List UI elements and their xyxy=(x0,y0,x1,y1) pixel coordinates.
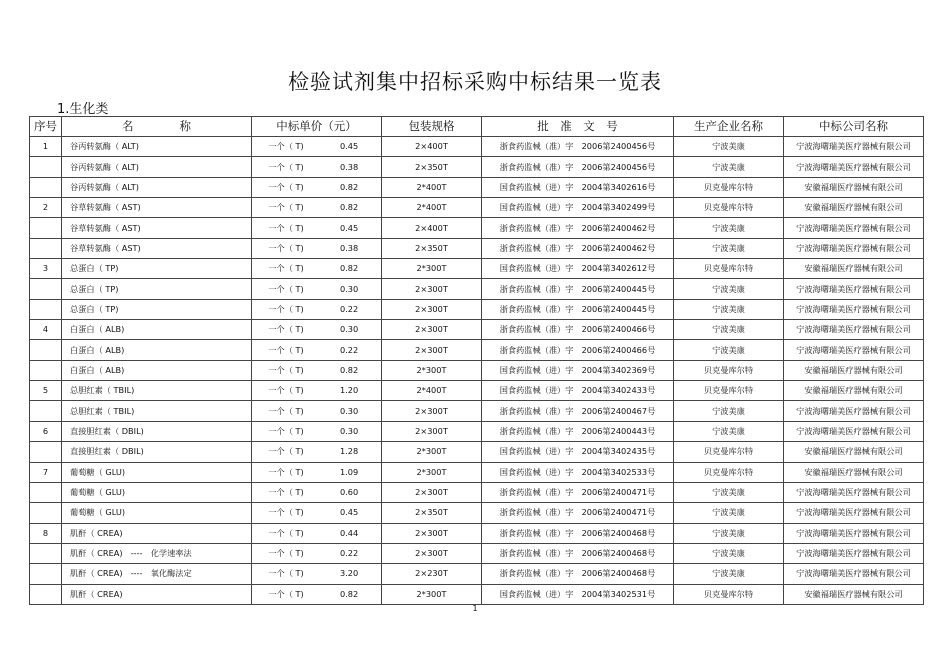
row-winner: 宁波海曙瑞美医疗器械有限公司 xyxy=(784,401,924,421)
row-package: 2*400T xyxy=(382,177,482,197)
table-header-row xyxy=(30,117,924,137)
row-package: 2×230T xyxy=(382,564,482,584)
row-winner: 安徽福瑞医疗器械有限公司 xyxy=(784,177,924,197)
row-unit: 一个（ T) xyxy=(268,527,304,538)
row-unit: 一个（ T) xyxy=(268,487,304,498)
row-price: 0.22 xyxy=(340,303,359,314)
row-seq: 6 xyxy=(30,421,62,441)
row-price-cell xyxy=(252,543,382,563)
row-seq xyxy=(30,564,62,584)
row-approval: 浙食药监械（准）字 2006第2400462号 xyxy=(482,218,674,238)
row-seq xyxy=(30,279,62,299)
row-seq xyxy=(30,503,62,523)
row-price-cell xyxy=(252,157,382,177)
row-name: 谷丙转氨酶（ ALT) xyxy=(62,157,252,177)
row-unit: 一个（ T) xyxy=(268,161,304,172)
row-manufacturer: 宁波美康 xyxy=(674,482,784,502)
row-price-cell xyxy=(252,279,382,299)
row-winner: 安徽福瑞医疗器械有限公司 xyxy=(784,584,924,604)
row-package: 2*300T xyxy=(382,462,482,482)
row-price: 0.30 xyxy=(340,283,359,294)
row-package: 2×300T xyxy=(382,320,482,340)
row-price-cell xyxy=(252,584,382,604)
row-unit: 一个（ T) xyxy=(268,548,304,559)
row-seq xyxy=(30,584,62,604)
row-package: 2×300T xyxy=(382,401,482,421)
row-approval: 国食药监械（进）字 2004第3402433号 xyxy=(482,381,674,401)
row-approval: 浙食药监械（准）字 2006第2400462号 xyxy=(482,238,674,258)
row-price-cell xyxy=(252,340,382,360)
price-cell xyxy=(252,239,381,258)
row-seq: 4 xyxy=(30,320,62,340)
row-manufacturer: 宁波美康 xyxy=(674,157,784,177)
row-name: 谷草转氨酶（ AST) xyxy=(62,198,252,218)
row-unit: 一个（ T) xyxy=(268,181,304,192)
row-seq xyxy=(30,340,62,360)
row-seq xyxy=(30,401,62,421)
row-approval: 浙食药监械（准）字 2006第2400456号 xyxy=(482,137,674,157)
row-seq xyxy=(30,218,62,238)
row-unit: 一个（ T) xyxy=(268,405,304,416)
row-price-cell xyxy=(252,218,382,238)
row-price-cell xyxy=(252,523,382,543)
row-name: 肌酐（ CREA) xyxy=(62,523,252,543)
row-winner: 宁波海曙瑞美医疗器械有限公司 xyxy=(784,340,924,360)
table-row xyxy=(30,360,924,380)
row-price: 0.38 xyxy=(340,242,359,253)
row-package: 2×300T xyxy=(382,340,482,360)
row-name: 谷丙转氨酶（ ALT) xyxy=(62,177,252,197)
row-winner: 宁波海曙瑞美医疗器械有限公司 xyxy=(784,299,924,319)
row-manufacturer: 宁波美康 xyxy=(674,543,784,563)
row-manufacturer: 贝克曼库尔特 xyxy=(674,360,784,380)
row-winner: 宁波海曙瑞美医疗器械有限公司 xyxy=(784,137,924,157)
table-row xyxy=(30,503,924,523)
row-price: 0.30 xyxy=(340,324,359,335)
table-row xyxy=(30,137,924,157)
row-price: 0.82 xyxy=(340,588,359,599)
row-name: 肌酐（ CREA) ---- 化学速率法 xyxy=(62,543,252,563)
row-unit: 一个（ T) xyxy=(268,324,304,335)
row-package: 2*400T xyxy=(382,381,482,401)
header-package: 包装规格 xyxy=(382,117,482,137)
header-price: 中标单价（元） xyxy=(252,117,382,137)
row-winner: 安徽福瑞医疗器械有限公司 xyxy=(784,381,924,401)
row-approval: 国食药监械（进）字 2004第3402531号 xyxy=(482,584,674,604)
price-cell xyxy=(252,137,381,156)
row-package: 2×350T xyxy=(382,503,482,523)
row-approval: 浙食药监械（准）字 2006第2400445号 xyxy=(482,279,674,299)
price-cell xyxy=(252,564,381,583)
row-manufacturer: 贝克曼库尔特 xyxy=(674,584,784,604)
row-price-cell xyxy=(252,564,382,584)
row-approval: 国食药监械（进）字 2004第3402499号 xyxy=(482,198,674,218)
price-cell xyxy=(252,198,381,217)
price-cell xyxy=(252,422,381,441)
row-approval: 国食药监械（进）字 2004第3402612号 xyxy=(482,259,674,279)
row-manufacturer: 宁波美康 xyxy=(674,279,784,299)
row-name: 葡萄糖（ GLU) xyxy=(62,503,252,523)
row-price: 0.44 xyxy=(340,527,359,538)
table-row xyxy=(30,259,924,279)
row-unit: 一个（ T) xyxy=(268,242,304,253)
table-row xyxy=(30,198,924,218)
row-name: 葡萄糖（ GLU) xyxy=(62,462,252,482)
row-price-cell xyxy=(252,442,382,462)
row-winner: 宁波海曙瑞美医疗器械有限公司 xyxy=(784,503,924,523)
row-approval: 浙食药监械（准）字 2006第2400466号 xyxy=(482,340,674,360)
price-cell xyxy=(252,259,381,278)
row-manufacturer: 宁波美康 xyxy=(674,137,784,157)
row-approval: 浙食药监械（准）字 2006第2400471号 xyxy=(482,503,674,523)
price-cell xyxy=(252,219,381,238)
row-unit: 一个（ T) xyxy=(268,344,304,355)
row-unit: 一个（ T) xyxy=(268,568,304,579)
row-package: 2×300T xyxy=(382,523,482,543)
row-name: 肌酐（ CREA) ---- 氧化酶法定 xyxy=(62,564,252,584)
row-seq: 2 xyxy=(30,198,62,218)
row-manufacturer: 宁波美康 xyxy=(674,564,784,584)
row-seq: 3 xyxy=(30,259,62,279)
row-unit: 一个（ T) xyxy=(268,385,304,396)
row-manufacturer: 贝克曼库尔特 xyxy=(674,177,784,197)
row-name: 直接胆红素（ DBIL) xyxy=(62,442,252,462)
row-winner: 宁波海曙瑞美医疗器械有限公司 xyxy=(784,238,924,258)
row-price-cell xyxy=(252,421,382,441)
row-unit: 一个（ T) xyxy=(268,588,304,599)
price-cell xyxy=(252,381,381,400)
row-package: 2*300T xyxy=(382,259,482,279)
row-price-cell xyxy=(252,482,382,502)
row-package: 2×400T xyxy=(382,137,482,157)
section-heading: 1.生化类 xyxy=(57,102,109,117)
row-seq xyxy=(30,482,62,502)
table-row xyxy=(30,482,924,502)
row-approval: 国食药监械（进）字 2004第3402616号 xyxy=(482,177,674,197)
row-winner: 安徽福瑞医疗器械有限公司 xyxy=(784,198,924,218)
row-approval: 国食药监械（进）字 2004第3402533号 xyxy=(482,462,674,482)
price-cell xyxy=(252,158,381,177)
row-name: 谷丙转氨酶（ ALT) xyxy=(62,137,252,157)
row-price: 1.09 xyxy=(340,466,359,477)
row-price: 3.20 xyxy=(340,568,359,579)
row-manufacturer: 贝克曼库尔特 xyxy=(674,259,784,279)
row-name: 白蛋白（ ALB) xyxy=(62,320,252,340)
row-package: 2*300T xyxy=(382,360,482,380)
row-name: 葡萄糖（ GLU) xyxy=(62,482,252,502)
row-price: 0.60 xyxy=(340,487,359,498)
row-unit: 一个（ T) xyxy=(268,303,304,314)
header-winner: 中标公司名称 xyxy=(784,117,924,137)
table-row xyxy=(30,564,924,584)
row-package: 2×300T xyxy=(382,279,482,299)
row-price-cell xyxy=(252,320,382,340)
row-approval: 浙食药监械（准）字 2006第2400443号 xyxy=(482,421,674,441)
row-unit: 一个（ T) xyxy=(268,364,304,375)
price-cell xyxy=(252,402,381,421)
row-name: 总胆红素（ TBIL) xyxy=(62,381,252,401)
row-package: 2*300T xyxy=(382,584,482,604)
row-name: 白蛋白（ ALB) xyxy=(62,340,252,360)
row-name: 总蛋白（ TP) xyxy=(62,259,252,279)
row-price: 1.28 xyxy=(340,446,359,457)
table-row xyxy=(30,218,924,238)
row-manufacturer: 贝克曼库尔特 xyxy=(674,198,784,218)
row-winner: 宁波海曙瑞美医疗器械有限公司 xyxy=(784,564,924,584)
row-price-cell xyxy=(252,503,382,523)
page-number: 1 xyxy=(472,604,478,613)
price-cell xyxy=(252,280,381,299)
row-unit: 一个（ T) xyxy=(268,202,304,213)
table-row xyxy=(30,584,924,604)
row-package: 2×300T xyxy=(382,421,482,441)
row-price: 0.38 xyxy=(340,161,359,172)
table-row xyxy=(30,401,924,421)
row-price: 0.82 xyxy=(340,263,359,274)
row-approval: 浙食药监械（准）字 2006第2400466号 xyxy=(482,320,674,340)
table-row xyxy=(30,462,924,482)
row-unit: 一个（ T) xyxy=(268,507,304,518)
table-row xyxy=(30,177,924,197)
price-cell xyxy=(252,463,381,482)
row-package: 2×300T xyxy=(382,299,482,319)
row-seq xyxy=(30,157,62,177)
table-row xyxy=(30,320,924,340)
row-unit: 一个（ T) xyxy=(268,283,304,294)
row-price: 0.45 xyxy=(340,141,359,152)
row-approval: 浙食药监械（准）字 2006第2400456号 xyxy=(482,157,674,177)
row-price: 0.45 xyxy=(340,222,359,233)
row-name: 总蛋白（ TP) xyxy=(62,279,252,299)
price-cell xyxy=(252,320,381,339)
row-price: 0.82 xyxy=(340,181,359,192)
row-manufacturer: 宁波美康 xyxy=(674,238,784,258)
row-manufacturer: 宁波美康 xyxy=(674,218,784,238)
table-row xyxy=(30,421,924,441)
row-seq xyxy=(30,360,62,380)
row-unit: 一个（ T) xyxy=(268,222,304,233)
row-approval: 国食药监械（进）字 2004第3402435号 xyxy=(482,442,674,462)
row-approval: 浙食药监械（准）字 2006第2400468号 xyxy=(482,523,674,543)
row-manufacturer: 贝克曼库尔特 xyxy=(674,462,784,482)
row-manufacturer: 宁波美康 xyxy=(674,299,784,319)
row-price: 0.30 xyxy=(340,405,359,416)
results-table xyxy=(29,116,924,605)
row-name: 白蛋白（ ALB) xyxy=(62,360,252,380)
row-seq xyxy=(30,543,62,563)
row-manufacturer: 宁波美康 xyxy=(674,421,784,441)
row-price: 0.82 xyxy=(340,202,359,213)
row-manufacturer: 宁波美康 xyxy=(674,503,784,523)
price-cell xyxy=(252,585,381,604)
table-row xyxy=(30,157,924,177)
row-winner: 宁波海曙瑞美医疗器械有限公司 xyxy=(784,421,924,441)
row-price-cell xyxy=(252,137,382,157)
row-approval: 浙食药监械（准）字 2006第2400468号 xyxy=(482,543,674,563)
table-row xyxy=(30,381,924,401)
row-package: 2×400T xyxy=(382,218,482,238)
header-approval: 批 准 文 号 xyxy=(482,117,674,137)
row-name: 总胆红素（ TBIL) xyxy=(62,401,252,421)
row-price: 0.22 xyxy=(340,548,359,559)
row-manufacturer: 宁波美康 xyxy=(674,523,784,543)
row-unit: 一个（ T) xyxy=(268,263,304,274)
row-package: 2×350T xyxy=(382,157,482,177)
row-name: 总蛋白（ TP) xyxy=(62,299,252,319)
table-row xyxy=(30,340,924,360)
table-row xyxy=(30,279,924,299)
row-winner: 安徽福瑞医疗器械有限公司 xyxy=(784,360,924,380)
price-cell xyxy=(252,341,381,360)
row-manufacturer: 宁波美康 xyxy=(674,340,784,360)
row-name: 直接胆红素（ DBIL) xyxy=(62,421,252,441)
row-package: 2×350T xyxy=(382,238,482,258)
table-body xyxy=(30,137,924,605)
row-seq xyxy=(30,299,62,319)
row-manufacturer: 贝克曼库尔特 xyxy=(674,381,784,401)
row-winner: 宁波海曙瑞美医疗器械有限公司 xyxy=(784,157,924,177)
row-winner: 安徽福瑞医疗器械有限公司 xyxy=(784,462,924,482)
price-cell xyxy=(252,483,381,502)
price-cell xyxy=(252,300,381,319)
row-seq: 7 xyxy=(30,462,62,482)
row-winner: 宁波海曙瑞美医疗器械有限公司 xyxy=(784,218,924,238)
row-price-cell xyxy=(252,177,382,197)
page-title: 检验试剂集中招标采购中标结果一览表 xyxy=(288,70,662,94)
row-seq: 5 xyxy=(30,381,62,401)
table-row xyxy=(30,238,924,258)
row-price-cell xyxy=(252,259,382,279)
row-price-cell xyxy=(252,238,382,258)
row-price: 0.30 xyxy=(340,425,359,436)
row-package: 2×300T xyxy=(382,543,482,563)
price-cell xyxy=(252,361,381,380)
header-name: 名 称 xyxy=(62,117,252,137)
row-price-cell xyxy=(252,299,382,319)
price-cell xyxy=(252,524,381,543)
row-winner: 宁波海曙瑞美医疗器械有限公司 xyxy=(784,543,924,563)
row-price: 0.45 xyxy=(340,507,359,518)
table-row xyxy=(30,299,924,319)
row-winner: 安徽福瑞医疗器械有限公司 xyxy=(784,442,924,462)
table-row xyxy=(30,523,924,543)
row-package: 2*400T xyxy=(382,198,482,218)
row-unit: 一个（ T) xyxy=(268,466,304,477)
row-price-cell xyxy=(252,198,382,218)
row-seq: 8 xyxy=(30,523,62,543)
row-approval: 国食药监械（进）字 2004第3402369号 xyxy=(482,360,674,380)
row-price-cell xyxy=(252,360,382,380)
price-cell xyxy=(252,503,381,522)
row-manufacturer: 宁波美康 xyxy=(674,320,784,340)
price-cell xyxy=(252,544,381,563)
row-seq xyxy=(30,238,62,258)
row-winner: 宁波海曙瑞美医疗器械有限公司 xyxy=(784,523,924,543)
row-package: 2*300T xyxy=(382,442,482,462)
row-winner: 宁波海曙瑞美医疗器械有限公司 xyxy=(784,482,924,502)
table-row xyxy=(30,442,924,462)
row-approval: 浙食药监械（准）字 2006第2400468号 xyxy=(482,564,674,584)
row-seq: 1 xyxy=(30,137,62,157)
price-cell xyxy=(252,442,381,461)
row-name: 谷草转氨酶（ AST) xyxy=(62,218,252,238)
row-manufacturer: 宁波美康 xyxy=(674,401,784,421)
row-winner: 宁波海曙瑞美医疗器械有限公司 xyxy=(784,320,924,340)
row-name: 肌酐（ CREA) xyxy=(62,584,252,604)
row-price: 1.20 xyxy=(340,385,359,396)
row-price-cell xyxy=(252,381,382,401)
row-package: 2×300T xyxy=(382,482,482,502)
row-price: 0.82 xyxy=(340,364,359,375)
row-price-cell xyxy=(252,401,382,421)
row-approval: 浙食药监械（准）字 2006第2400471号 xyxy=(482,482,674,502)
row-name: 谷草转氨酶（ AST) xyxy=(62,238,252,258)
row-winner: 安徽福瑞医疗器械有限公司 xyxy=(784,259,924,279)
row-price: 0.22 xyxy=(340,344,359,355)
row-unit: 一个（ T) xyxy=(268,425,304,436)
row-seq xyxy=(30,177,62,197)
row-seq xyxy=(30,442,62,462)
row-unit: 一个（ T) xyxy=(268,446,304,457)
row-manufacturer: 贝克曼库尔特 xyxy=(674,442,784,462)
row-winner: 宁波海曙瑞美医疗器械有限公司 xyxy=(784,279,924,299)
row-price-cell xyxy=(252,462,382,482)
row-unit: 一个（ T) xyxy=(268,141,304,152)
header-manufacturer: 生产企业名称 xyxy=(674,117,784,137)
row-approval: 浙食药监械（准）字 2006第2400467号 xyxy=(482,401,674,421)
row-approval: 浙食药监械（准）字 2006第2400445号 xyxy=(482,299,674,319)
price-cell xyxy=(252,178,381,197)
table-row xyxy=(30,543,924,563)
header-seq: 序号 xyxy=(30,117,62,137)
